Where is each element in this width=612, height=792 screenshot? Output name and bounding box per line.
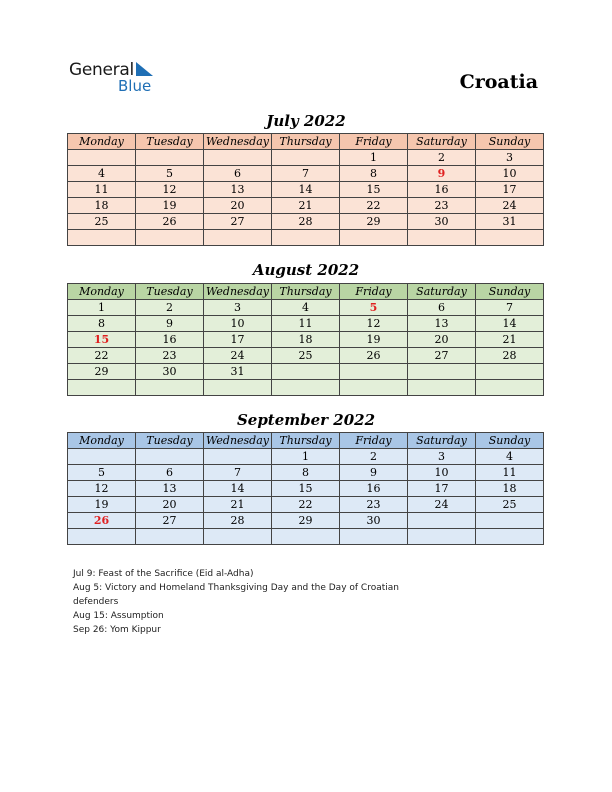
day-cell: 23 (136, 348, 204, 364)
week-row (68, 150, 544, 166)
week-row (68, 332, 544, 348)
day-cell: 20 (136, 497, 204, 513)
day-cell: 23 (408, 198, 476, 214)
day-cell: 28 (272, 214, 340, 230)
day-cell (408, 230, 476, 246)
week-row (68, 214, 544, 230)
day-cell: 7 (272, 166, 340, 182)
day-cell (68, 230, 136, 246)
week-row (68, 166, 544, 182)
day-cell (408, 380, 476, 396)
week-row (68, 182, 544, 198)
day-cell: 31 (204, 364, 272, 380)
day-cell (68, 380, 136, 396)
day-cell: 19 (68, 497, 136, 513)
holiday-note: Jul 9: Feast of the Sacrifice (Eid al-Adha) (73, 569, 254, 579)
day-cell: 11 (272, 316, 340, 332)
day-cell: 14 (204, 481, 272, 497)
day-cell: 22 (272, 497, 340, 513)
country-title: Croatia (459, 71, 538, 93)
weekday-header-row (68, 134, 544, 150)
day-cell: 1 (272, 449, 340, 465)
week-row (68, 529, 544, 545)
day-cell: 18 (68, 198, 136, 214)
day-cell: 24 (204, 348, 272, 364)
day-cell: 28 (204, 513, 272, 529)
holiday-day-cell: 9 (408, 166, 476, 182)
day-cell: 22 (68, 348, 136, 364)
weekday-header: Monday (68, 134, 136, 150)
day-cell (68, 529, 136, 545)
day-cell (136, 529, 204, 545)
holiday-notes (73, 567, 413, 637)
day-cell: 11 (68, 182, 136, 198)
weekday-header: Tuesday (136, 134, 204, 150)
day-cell: 30 (340, 513, 408, 529)
day-cell: 3 (476, 150, 544, 166)
day-cell: 2 (408, 150, 476, 166)
day-cell: 17 (408, 481, 476, 497)
day-cell: 22 (340, 198, 408, 214)
day-cell: 4 (68, 166, 136, 182)
day-cell (136, 380, 204, 396)
day-cell: 24 (408, 497, 476, 513)
logo-triangle-icon (134, 62, 154, 78)
day-cell: 9 (136, 316, 204, 332)
day-cell: 20 (408, 332, 476, 348)
day-cell: 16 (136, 332, 204, 348)
holiday-day-cell: 15 (68, 332, 136, 348)
day-cell: 10 (476, 166, 544, 182)
day-cell: 4 (272, 300, 340, 316)
holiday-note: Sep 26: Yom Kippur (73, 625, 161, 635)
day-cell: 29 (68, 364, 136, 380)
day-cell (476, 529, 544, 545)
weekday-header: Sunday (476, 284, 544, 300)
day-cell: 23 (340, 497, 408, 513)
day-cell: 28 (476, 348, 544, 364)
day-cell (272, 364, 340, 380)
day-cell: 21 (272, 198, 340, 214)
day-cell: 25 (476, 497, 544, 513)
month-title-september: September 2022 (236, 411, 376, 429)
day-cell (408, 364, 476, 380)
weekday-header: Wednesday (204, 284, 272, 300)
day-cell (340, 380, 408, 396)
day-cell: 27 (204, 214, 272, 230)
day-cell: 19 (340, 332, 408, 348)
day-cell (204, 230, 272, 246)
day-cell: 10 (204, 316, 272, 332)
day-cell (136, 449, 204, 465)
day-cell: 24 (476, 198, 544, 214)
weekday-header: Thursday (272, 134, 340, 150)
day-cell: 2 (340, 449, 408, 465)
day-cell: 6 (408, 300, 476, 316)
day-cell (476, 513, 544, 529)
day-cell: 30 (408, 214, 476, 230)
weekday-header: Friday (340, 284, 408, 300)
day-cell: 14 (476, 316, 544, 332)
day-cell: 29 (340, 214, 408, 230)
week-row (68, 449, 544, 465)
day-cell (204, 380, 272, 396)
week-row (68, 316, 544, 332)
weekday-header: Sunday (476, 433, 544, 449)
day-cell (68, 150, 136, 166)
holiday-day-cell: 26 (68, 513, 136, 529)
day-cell (408, 513, 476, 529)
week-row (68, 198, 544, 214)
day-cell: 21 (476, 332, 544, 348)
weekday-header: Wednesday (204, 433, 272, 449)
day-cell: 18 (272, 332, 340, 348)
weekday-header: Monday (68, 433, 136, 449)
day-cell: 1 (340, 150, 408, 166)
day-cell: 16 (340, 481, 408, 497)
week-row (68, 380, 544, 396)
day-cell (204, 150, 272, 166)
day-cell: 14 (272, 182, 340, 198)
day-cell: 8 (340, 166, 408, 182)
day-cell: 11 (476, 465, 544, 481)
day-cell: 12 (340, 316, 408, 332)
weekday-header: Tuesday (136, 433, 204, 449)
day-cell: 13 (136, 481, 204, 497)
holiday-day-cell: 5 (340, 300, 408, 316)
weekday-header: Saturday (408, 284, 476, 300)
day-cell (408, 529, 476, 545)
day-cell (68, 449, 136, 465)
day-cell (476, 364, 544, 380)
day-cell: 9 (340, 465, 408, 481)
day-cell: 3 (408, 449, 476, 465)
month-title-july: July 2022 (266, 112, 346, 130)
day-cell: 1 (68, 300, 136, 316)
week-row (68, 300, 544, 316)
day-cell: 19 (136, 198, 204, 214)
week-row (68, 230, 544, 246)
week-row (68, 348, 544, 364)
day-cell: 4 (476, 449, 544, 465)
day-cell: 20 (204, 198, 272, 214)
day-cell (340, 230, 408, 246)
weekday-header-row (68, 284, 544, 300)
day-cell: 30 (136, 364, 204, 380)
day-cell: 3 (204, 300, 272, 316)
day-cell: 21 (204, 497, 272, 513)
week-row (68, 481, 544, 497)
day-cell (340, 364, 408, 380)
day-cell: 25 (272, 348, 340, 364)
day-cell (136, 230, 204, 246)
day-cell: 8 (68, 316, 136, 332)
day-cell: 7 (204, 465, 272, 481)
day-cell: 26 (340, 348, 408, 364)
day-cell: 26 (136, 214, 204, 230)
holiday-note: Aug 5: Victory and Homeland Thanksgiving Day and the Day of Croatian defenders (73, 583, 399, 607)
day-cell: 17 (204, 332, 272, 348)
day-cell: 16 (408, 182, 476, 198)
day-cell: 27 (136, 513, 204, 529)
day-cell (476, 230, 544, 246)
day-cell: 8 (272, 465, 340, 481)
calendar-august (67, 283, 544, 396)
day-cell (272, 230, 340, 246)
general-blue-logo (69, 60, 169, 96)
day-cell (204, 529, 272, 545)
day-cell (136, 150, 204, 166)
day-cell: 25 (68, 214, 136, 230)
day-cell: 6 (204, 166, 272, 182)
weekday-header: Thursday (272, 433, 340, 449)
day-cell (340, 529, 408, 545)
day-cell: 15 (340, 182, 408, 198)
week-row (68, 513, 544, 529)
day-cell (272, 380, 340, 396)
weekday-header: Wednesday (204, 134, 272, 150)
weekday-header: Friday (340, 433, 408, 449)
weekday-header: Thursday (272, 284, 340, 300)
day-cell: 15 (272, 481, 340, 497)
day-cell: 18 (476, 481, 544, 497)
weekday-header-row (68, 433, 544, 449)
week-row (68, 465, 544, 481)
month-title-august: August 2022 (252, 261, 360, 279)
day-cell: 5 (68, 465, 136, 481)
weekday-header: Saturday (408, 134, 476, 150)
logo-blue-text: Blue (118, 77, 152, 95)
day-cell (204, 449, 272, 465)
day-cell: 29 (272, 513, 340, 529)
day-cell (272, 150, 340, 166)
day-cell: 31 (476, 214, 544, 230)
calendar-july (67, 133, 544, 246)
day-cell: 17 (476, 182, 544, 198)
day-cell: 2 (136, 300, 204, 316)
weekday-header: Monday (68, 284, 136, 300)
calendar-september (67, 432, 544, 545)
day-cell: 10 (408, 465, 476, 481)
day-cell (272, 529, 340, 545)
weekday-header: Sunday (476, 134, 544, 150)
weekday-header: Friday (340, 134, 408, 150)
week-row (68, 497, 544, 513)
holiday-note: Aug 15: Assumption (73, 611, 164, 621)
weekday-header: Tuesday (136, 284, 204, 300)
logo-general-text: General (69, 60, 134, 80)
day-cell: 13 (408, 316, 476, 332)
day-cell: 6 (136, 465, 204, 481)
day-cell: 12 (136, 182, 204, 198)
day-cell: 12 (68, 481, 136, 497)
weekday-header: Saturday (408, 433, 476, 449)
week-row (68, 364, 544, 380)
day-cell: 27 (408, 348, 476, 364)
day-cell: 5 (136, 166, 204, 182)
day-cell: 13 (204, 182, 272, 198)
day-cell: 7 (476, 300, 544, 316)
day-cell (476, 380, 544, 396)
